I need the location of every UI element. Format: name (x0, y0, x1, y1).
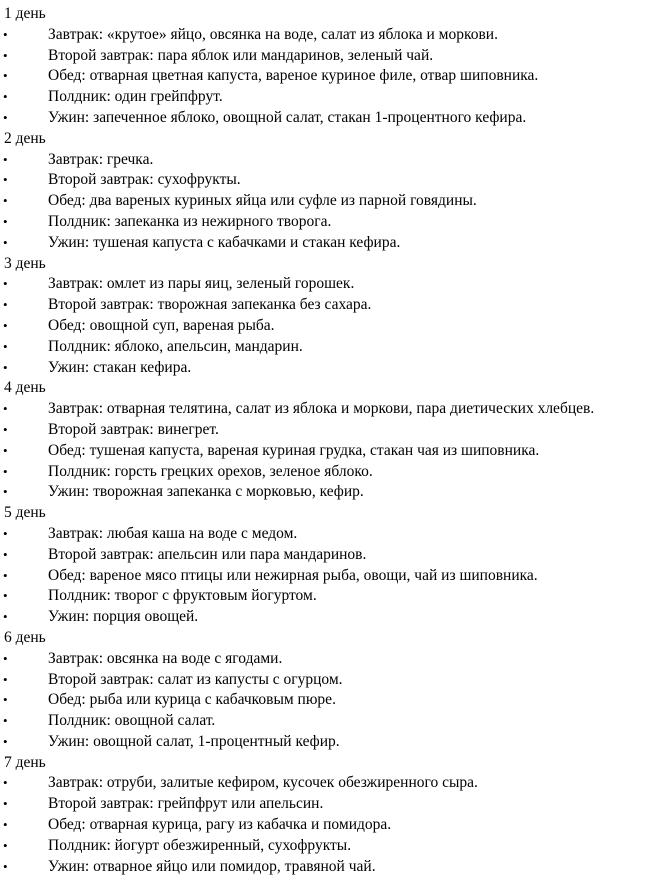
meal-list-item (0, 358, 660, 379)
bullet-icon: • (3, 213, 8, 229)
meal-text: Ужин: запеченное яблоко, овощной салат, стакан 1-процентного кефира. (48, 108, 527, 126)
day-title: 7 день (4, 753, 46, 771)
meal-list-item (0, 732, 660, 753)
meal-text: Завтрак: отруби, залитые кефиром, кусочек обезжиренного сыра. (48, 774, 478, 792)
bullet-icon: • (3, 359, 8, 375)
meal-list-item (0, 212, 660, 233)
day-title: 1 день (4, 5, 46, 22)
bullet-icon: • (3, 276, 8, 292)
meal-list-item (0, 545, 660, 566)
meal-list-item (0, 690, 660, 711)
meal-list-item (0, 836, 660, 857)
meal-list-item (0, 274, 660, 295)
meal-text: Полдник: запеканка из нежирного творога. (48, 212, 332, 230)
meal-list (0, 773, 660, 877)
meal-list-item (0, 462, 660, 483)
meal-text: Завтрак: «крутое» яйцо, овсянка на воде, салат из яблока и моркови. (48, 25, 498, 43)
meal-text: Полдник: йогурт обезжиренный, сухофрукты. (48, 836, 352, 854)
meal-text: Обед: отварная цветная капуста, вареное куриное филе, отвар шиповника. (48, 67, 539, 85)
meal-text: Ужин: порция овощей. (48, 608, 199, 626)
meal-text: Ужин: стакан кефира. (48, 358, 192, 376)
meal-text: Второй завтрак: сухофрукты. (48, 171, 241, 189)
meal-list-item (0, 108, 660, 129)
meal-text: Обед: овощной суп, вареная рыба. (48, 316, 275, 334)
meal-list-item (0, 191, 660, 212)
meal-list-item (0, 482, 660, 503)
meal-list-item (0, 566, 660, 587)
bullet-icon: • (3, 650, 8, 666)
bullet-icon: • (3, 817, 8, 833)
bullet-icon: • (3, 317, 8, 333)
meal-text: Ужин: отварное яйцо или помидор, травяной чай. (48, 857, 376, 875)
day-section (0, 4, 660, 129)
bullet-icon: • (3, 713, 8, 729)
meal-text: Второй завтрак: пара яблок или мандаринов, зеленый чай. (48, 46, 434, 64)
meal-text: Обед: отварная курица, рагу из кабачка и помидора. (48, 816, 392, 834)
meal-list-item (0, 25, 660, 46)
bullet-icon: • (3, 796, 8, 812)
meal-list-item (0, 607, 660, 628)
meal-text: Обед: два вареных куриных яйца или суфле из парной говядины. (48, 192, 477, 210)
meal-text: Завтрак: гречка. (48, 150, 154, 168)
bullet-icon: • (3, 338, 8, 354)
meal-text: Ужин: тушеная капуста с кабачками и стакан кефира. (48, 233, 401, 251)
bullet-icon: • (3, 609, 8, 625)
bullet-icon: • (3, 775, 8, 791)
bullet-icon: • (3, 109, 8, 125)
bullet-icon: • (3, 68, 8, 84)
meal-list (0, 524, 660, 628)
meal-list (0, 274, 660, 378)
meal-list (0, 150, 660, 254)
meal-list-item (0, 170, 660, 191)
bullet-icon: • (3, 858, 8, 874)
meal-text: Полдник: овощной салат. (48, 712, 216, 730)
bullet-icon: • (3, 837, 8, 853)
meal-list-item (0, 857, 660, 878)
meal-list-item (0, 649, 660, 670)
meal-list-item (0, 150, 660, 171)
bullet-icon: • (3, 546, 8, 562)
meal-text: Полдник: творог с фруктовым йогуртом. (48, 587, 317, 605)
meal-list-item (0, 233, 660, 254)
meal-list-item (0, 441, 660, 462)
meal-list-item (0, 586, 660, 607)
day-section (0, 503, 660, 628)
day-section (0, 628, 660, 753)
meal-list-item (0, 711, 660, 732)
meal-list (0, 25, 660, 129)
meal-text: Второй завтрак: апельсин или пара мандаринов. (48, 545, 367, 563)
meal-text: Второй завтрак: салат из капусты с огурцом. (48, 670, 343, 688)
bullet-icon: • (3, 193, 8, 209)
bullet-icon: • (3, 671, 8, 687)
bullet-icon: • (3, 172, 8, 188)
day-section (0, 254, 660, 379)
bullet-icon: • (3, 463, 8, 479)
meal-list (0, 399, 660, 503)
meal-list-item (0, 316, 660, 337)
meal-text: Обед: тушеная капуста, вареная куриная грудка, стакан чая из шиповника. (48, 441, 540, 459)
meal-text: Ужин: творожная запеканка с морковью, кефир. (48, 483, 364, 501)
meal-text: Полдник: горсть грецких орехов, зеленое яблоко. (48, 462, 373, 480)
meal-text: Второй завтрак: творожная запеканка без сахара. (48, 296, 372, 314)
meal-text: Завтрак: овсянка на воде с ягодами. (48, 649, 283, 667)
day-section (0, 378, 660, 503)
bullet-icon: • (3, 588, 8, 604)
meal-text: Завтрак: отварная телятина, салат из яблока и моркови, пара диетических хлебцев. (48, 400, 595, 418)
bullet-icon: • (3, 733, 8, 749)
bullet-icon: • (3, 484, 8, 500)
meal-list-item (0, 46, 660, 67)
bullet-icon: • (3, 442, 8, 458)
meal-text: Обед: рыба или курица с кабачковым пюре. (48, 691, 336, 709)
bullet-icon: • (3, 692, 8, 708)
meal-list-item (0, 815, 660, 836)
day-title: 6 день (4, 628, 46, 646)
meal-text: Завтрак: омлет из пары яиц, зеленый горошек. (48, 275, 355, 293)
bullet-icon: • (3, 47, 8, 63)
day-title: 5 день (4, 504, 46, 522)
bullet-icon: • (3, 26, 8, 42)
meal-text: Второй завтрак: винегрет. (48, 420, 219, 438)
meal-list-item (0, 399, 660, 420)
meal-text: Обед: вареное мясо птицы или нежирная рыба, овощи, чай из шиповника. (48, 566, 538, 584)
bullet-icon: • (3, 89, 8, 105)
meal-text: Полдник: яблоко, апельсин, мандарин. (48, 337, 303, 355)
day-title: 3 день (4, 254, 46, 272)
bullet-icon: • (3, 151, 8, 167)
meal-text: Ужин: овощной салат, 1-процентный кефир. (48, 732, 340, 750)
meal-list-item (0, 337, 660, 358)
day-section (0, 753, 660, 878)
day-section (0, 129, 660, 254)
bullet-icon: • (3, 567, 8, 583)
meal-list-item (0, 794, 660, 815)
meal-list-item (0, 295, 660, 316)
bullet-icon: • (3, 525, 8, 541)
meal-text: Завтрак: любая каша на воде с медом. (48, 524, 298, 542)
meal-text: Второй завтрак: грейпфрут или апельсин. (48, 795, 324, 813)
meal-list (0, 649, 660, 753)
day-title: 4 день (4, 379, 46, 397)
bullet-icon: • (3, 401, 8, 417)
bullet-icon: • (3, 234, 8, 250)
meal-list-item (0, 524, 660, 545)
bullet-icon: • (3, 421, 8, 437)
bullet-icon: • (3, 297, 8, 313)
meal-text: Полдник: один грейпфрут. (48, 88, 223, 106)
day-title: 2 день (4, 129, 46, 147)
meal-list-item (0, 87, 660, 108)
meal-list-item (0, 773, 660, 794)
meal-list-item (0, 420, 660, 441)
meal-list-item (0, 670, 660, 691)
meal-list-item (0, 66, 660, 87)
